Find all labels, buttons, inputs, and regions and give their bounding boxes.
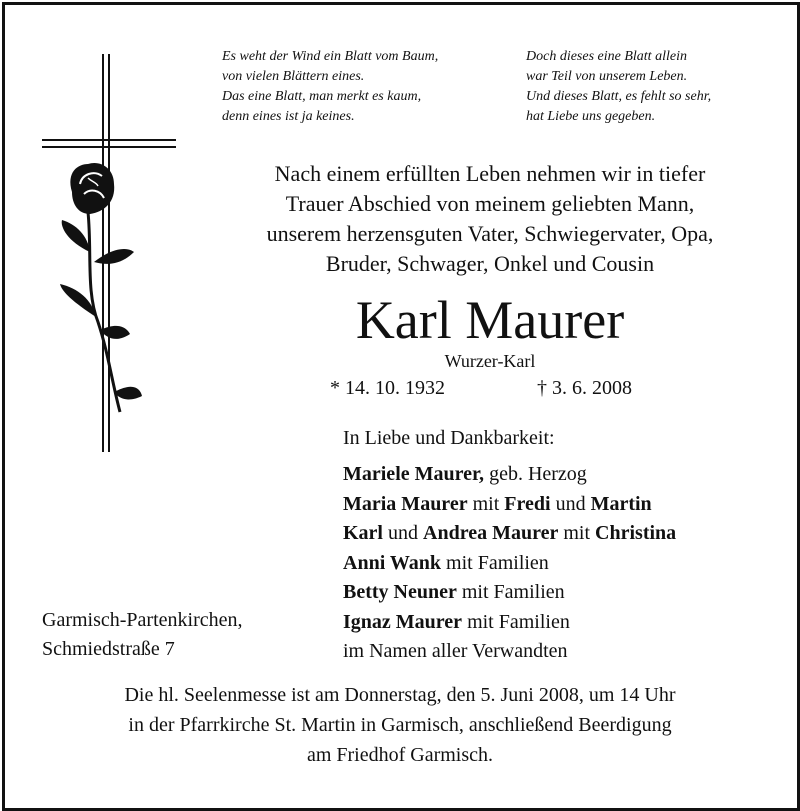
poem-line: von vielen Blättern eines. [222,69,365,84]
intro-line: Bruder, Schwager, Onkel und Cousin [325,251,655,276]
mourner-line: Ignaz Maurer mit Familien [343,610,570,633]
birth-date: * 14. 10. 1932 [330,377,445,399]
service-line: Die hl. Seelenmesse ist am Donnerstag, den 5. Juni 2008, um 14 Uhr [124,684,676,706]
service-info [10,680,790,770]
intro-line: Nach einem erfüllten Leben nehmen wir in tiefer [274,161,706,186]
address-line: Schmiedstraße 7 [42,638,175,660]
service-line: am Friedhof Garmisch. [306,744,494,766]
service-line: in der Pfarrkirche St. Martin in Garmisch, anschließend Beerdigung [128,714,672,736]
mourner-line: Betty Neuner mit Familien [343,581,565,603]
address-block [42,606,242,664]
mourner-line: Mariele Maurer, geb. Herzog [343,463,587,485]
poem-line: Es weht der Wind ein Blatt vom Baum, [222,49,439,64]
mourner-line: Anni Wank mit Familien [343,551,549,574]
poem-line: hat Liebe uns gegeben. [526,109,656,124]
mourner-line: im Namen aller Verwandten [343,640,568,662]
address-line: Garmisch-Partenkirchen, [42,609,243,631]
poem-right-stanza [526,47,711,127]
mourner-line: Karl und Andrea Maurer mit Christina [343,522,677,544]
cross-with-rose-icon [38,52,180,454]
poem-line: Und dieses Blatt, es fehlt so sehr, [526,89,712,104]
intro-line: Trauer Abschied von meinem geliebten Mann, [285,191,695,216]
poem-line: Das eine Blatt, man merkt es kaum, [222,89,422,104]
deceased-nickname: Wurzer-Karl [444,351,536,371]
thanks-line: In Liebe und Dankbarkeit: [343,427,555,449]
poem-line: war Teil von unserem Leben. [526,69,688,84]
poem-line: Doch dieses eine Blatt allein [526,49,687,64]
intro-text [190,159,790,279]
intro-line: unserem herzensguten Vater, Schwiegervater, Opa, [266,221,714,246]
mourners-list [343,460,676,667]
deceased-name: Karl Maurer [355,290,625,350]
death-date: † 3. 6. 2008 [537,377,632,399]
mourner-line: Maria Maurer mit Fredi und Martin [343,492,652,515]
poem-left-stanza [222,47,438,127]
poem-line: denn eines ist ja keines. [222,109,355,124]
